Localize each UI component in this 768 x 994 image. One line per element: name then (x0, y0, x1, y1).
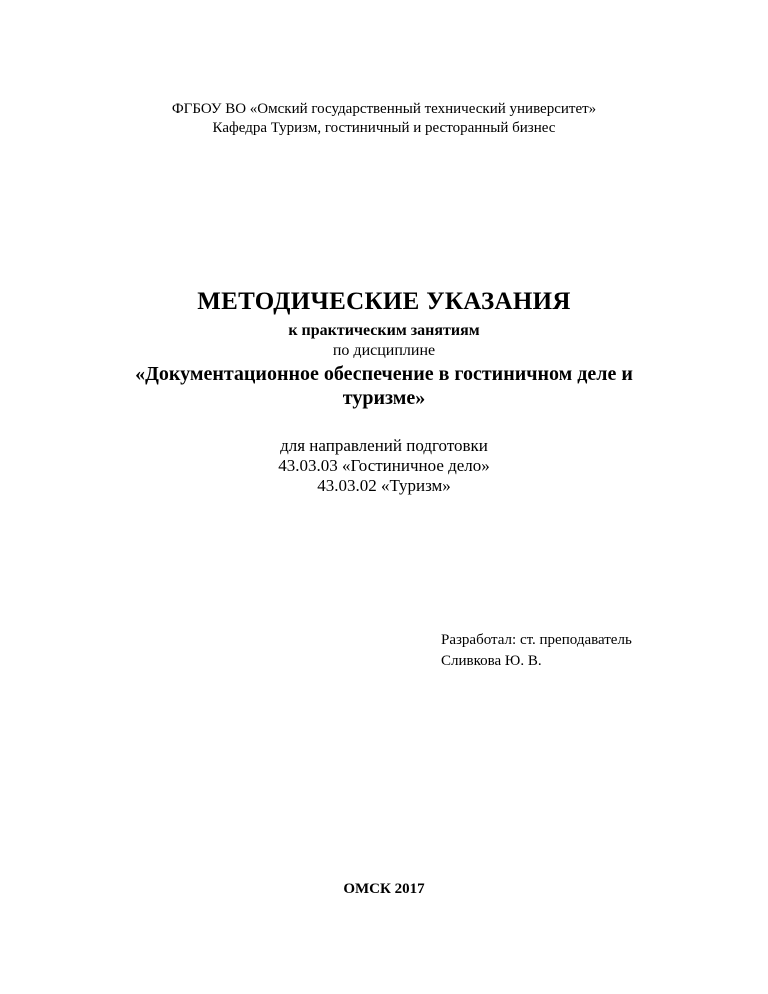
author-role: Разработал: ст. преподаватель (441, 632, 632, 648)
author-name: Сливкова Ю. В. (441, 653, 542, 669)
directions-label: для направлений подготовки (280, 436, 488, 455)
discipline-prefix: по дисциплине (332, 342, 436, 359)
discipline-name-line-2: туризме» (342, 387, 426, 409)
direction-item-hotel: 43.03.03 «Гостиничное дело» (278, 456, 490, 475)
city-year: ОМСК 2017 (343, 881, 425, 897)
discipline-name-line-1: «Документационное обеспечение в гостиничном деле и (135, 363, 633, 385)
document-title: МЕТОДИЧЕСКИЕ УКАЗАНИЯ (197, 288, 571, 315)
document-subtitle: к практическим занятиям (288, 322, 480, 339)
department-name: Кафедра Туризм, гостиничный и ресторанный бизнес (212, 120, 556, 136)
organization-name: ФГБОУ ВО «Омский государственный технический университет» (171, 101, 597, 117)
direction-item-tourism: 43.03.02 «Туризм» (317, 476, 451, 495)
